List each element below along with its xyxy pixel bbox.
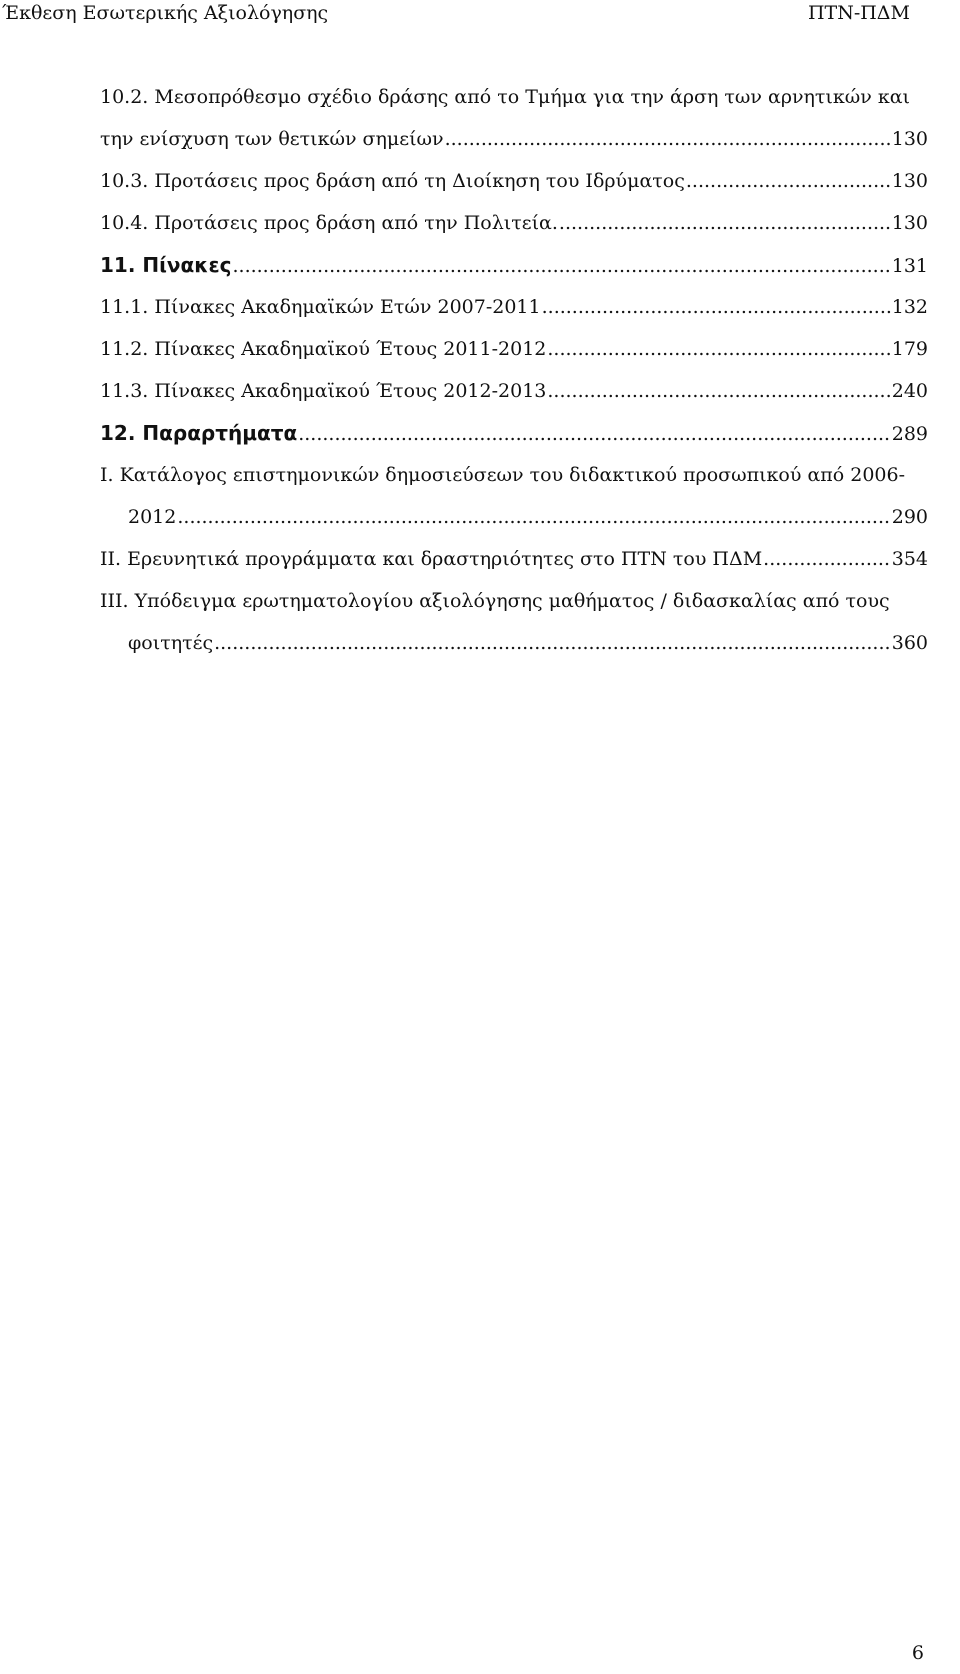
toc-entry-title: φοιτητές [128,632,214,654]
toc-entry-11[interactable] [100,244,928,286]
toc-entry-title: 10.4. Προτάσεις προς δράση από την Πολιτεία. [100,212,558,234]
toc-leader-dots [445,118,891,160]
toc-entry-12[interactable] [100,412,928,454]
header-institution: ΠΤΝ-ΠΔΜ [807,2,910,24]
toc-entry-title: την ενίσχυση των θετικών σημείων [100,128,444,150]
toc-entry-page: 130 [891,170,928,192]
toc-entry-title: 11. Πίνακες [100,253,232,277]
toc-entry-10-3[interactable] [100,160,928,202]
toc-entry-appendix-i[interactable] [100,454,928,538]
toc-leader-dots [547,328,890,370]
toc-entry-page: 354 [891,548,928,570]
page-header [0,0,960,30]
toc-entry-page: 240 [891,380,928,402]
toc-entry-appendix-iii[interactable] [100,580,928,664]
toc-entry-title: 2012 [128,506,177,528]
toc-entry-page: 289 [891,423,928,445]
toc-entry-11-1[interactable] [100,286,928,328]
toc-entry-page: 130 [891,128,928,150]
toc-entry-10-2[interactable] [100,76,928,160]
toc-entry-11-2[interactable] [100,328,928,370]
toc-entry-title: 10.3. Προτάσεις προς δράση από τη Διοίκηση του Ιδρύματος [100,170,685,192]
toc-entry-title: 11.2. Πίνακες Ακαδημαϊκού Έτους 2011-2012 [100,338,547,360]
toc-leader-dots [547,370,890,412]
header-document-title: Έκθεση Εσωτερικής Αξιολόγησης [2,2,329,24]
toc-leader-dots [763,538,891,580]
toc-entry-title: II. Ερευνητικά προγράμματα και δραστηριότητες στο ΠΤΝ του ΠΔΜ [100,548,763,570]
toc-entry-title: 11.1. Πίνακες Ακαδημαϊκών Ετών 2007-2011 [100,296,541,318]
toc-leader-dots [232,245,890,287]
toc-entry-page: 290 [891,506,928,528]
toc-entry-11-3[interactable] [100,370,928,412]
page-number: 6 [911,1642,924,1664]
toc-entry-first-line: III. Υπόδειγμα ερωτηματολογίου αξιολόγησης μαθήματος / διδασκαλίας από τους [100,590,890,612]
toc-entry-first-line: I. Κατάλογος επιστημονικών δημοσιεύσεων του διδακτικού προσωπικού από 2006- [100,464,906,486]
toc-entry-page: 360 [891,632,928,654]
toc-leader-dots [559,202,891,244]
toc-entry-page: 130 [891,212,928,234]
toc-leader-dots [542,286,891,328]
toc-leader-dots [177,496,890,538]
toc-entry-title: 12. Παραρτήματα [100,421,298,445]
toc-entry-page: 179 [891,338,928,360]
toc-entry-10-4[interactable] [100,202,928,244]
toc-entry-title: 11.3. Πίνακες Ακαδημαϊκού Έτους 2012-2013 [100,380,547,402]
toc-entry-page: 131 [891,255,928,277]
toc-leader-dots [298,413,891,455]
toc-entry-page: 132 [891,296,928,318]
toc-leader-dots [214,622,891,664]
table-of-contents [100,76,928,664]
toc-entry-first-line: 10.2. Μεσοπρόθεσμο σχέδιο δράσης από το Τμήμα για την άρση των αρνητικών και [100,86,910,108]
toc-entry-appendix-ii[interactable] [100,538,928,580]
toc-leader-dots [686,160,891,202]
